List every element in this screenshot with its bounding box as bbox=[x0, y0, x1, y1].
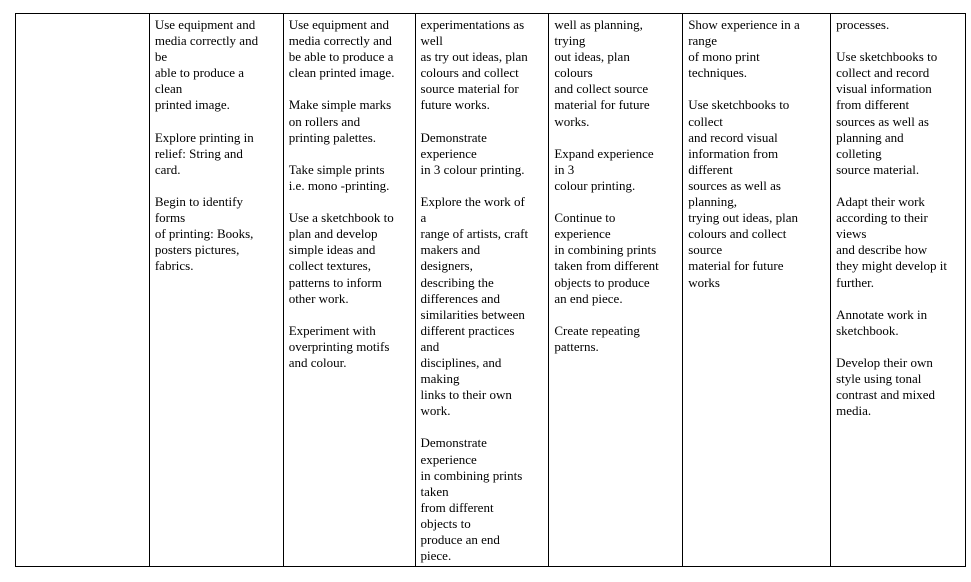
text-line: from different bbox=[420, 499, 494, 515]
text-line: Use a sketchbook to bbox=[288, 210, 394, 226]
text-line: contrast and mixed bbox=[836, 387, 936, 403]
text-line: views bbox=[836, 226, 867, 242]
text-line: patterns. bbox=[554, 338, 599, 354]
text-line: relief: String and bbox=[154, 145, 243, 161]
text-line: printing palettes. bbox=[288, 129, 377, 145]
text-line: Use sketchbooks to bbox=[836, 49, 938, 65]
text-line: overprinting motifs bbox=[288, 338, 390, 354]
text-line: collect and record bbox=[836, 65, 930, 81]
text-line: a bbox=[420, 210, 427, 226]
cell-paragraph bbox=[155, 17, 279, 114]
text-line: from different bbox=[836, 97, 910, 113]
text-line: on rollers and bbox=[288, 113, 361, 129]
text-line: techniques. bbox=[688, 65, 748, 81]
text-line: patterns to inform bbox=[288, 274, 382, 290]
text-line: material for future bbox=[688, 258, 784, 274]
cell-paragraph bbox=[289, 17, 411, 81]
text-line: and bbox=[420, 338, 440, 354]
cell-paragraph bbox=[155, 194, 279, 274]
cell-paragraph bbox=[155, 130, 279, 178]
text-line: in combining prints bbox=[554, 242, 657, 258]
text-line: experience bbox=[420, 451, 477, 467]
text-line: taken from different bbox=[554, 258, 659, 274]
cell-paragraph bbox=[836, 355, 961, 419]
text-line: and colour. bbox=[288, 354, 347, 370]
text-line: produce an end bbox=[420, 532, 500, 547]
table-cell bbox=[683, 14, 831, 567]
text-line: further. bbox=[836, 274, 875, 290]
text-line: in 3 colour printing. bbox=[420, 161, 525, 177]
text-line: be able to produce a bbox=[288, 49, 394, 65]
text-line: planning and bbox=[836, 129, 904, 145]
text-line: trying out ideas, plan bbox=[688, 210, 798, 226]
text-line: different bbox=[688, 161, 733, 177]
text-line: making bbox=[420, 371, 460, 387]
text-line: forms bbox=[154, 210, 186, 226]
text-line: objects to produce bbox=[554, 274, 650, 290]
text-line: colours bbox=[554, 65, 593, 81]
cell-paragraph bbox=[836, 49, 961, 178]
cell-paragraph bbox=[421, 194, 545, 419]
text-line: Take simple prints bbox=[288, 161, 385, 177]
cell-paragraph bbox=[688, 97, 826, 290]
text-line: works bbox=[688, 274, 720, 290]
text-line: according to their bbox=[836, 210, 928, 226]
cell-paragraph bbox=[554, 323, 678, 355]
text-line: of mono print bbox=[688, 49, 760, 65]
text-line: disciplines, and bbox=[420, 354, 502, 370]
text-line: clean bbox=[154, 81, 183, 97]
text-line: colours and collect bbox=[420, 65, 519, 81]
text-line: Demonstrate bbox=[420, 435, 487, 451]
text-line: links to their own bbox=[420, 387, 512, 403]
text-line: Use sketchbooks to bbox=[688, 97, 790, 113]
text-line: describing the bbox=[420, 274, 494, 290]
text-line: printed image. bbox=[154, 97, 230, 113]
text-line: Demonstrate bbox=[420, 129, 487, 145]
text-line: card. bbox=[154, 161, 181, 177]
text-line: colleting bbox=[836, 145, 882, 161]
text-line: information from bbox=[688, 145, 779, 161]
text-line: collect bbox=[688, 113, 723, 129]
text-line: work. bbox=[420, 403, 451, 419]
text-line: i.e. mono -printing. bbox=[288, 177, 390, 193]
text-line: and collect source bbox=[554, 81, 649, 97]
text-line: Create repeating bbox=[554, 322, 640, 338]
text-line: sources as well as bbox=[836, 113, 929, 129]
cell-paragraph bbox=[421, 130, 545, 178]
text-line: and describe how bbox=[836, 242, 928, 258]
text-line: Explore printing in bbox=[154, 129, 254, 145]
text-line: media correctly and bbox=[288, 33, 392, 49]
text-line: Use equipment and bbox=[288, 17, 390, 32]
text-line: experience bbox=[554, 226, 611, 242]
text-line: media correctly and bbox=[154, 33, 259, 49]
text-line: Expand experience bbox=[554, 145, 654, 161]
text-line: an end piece. bbox=[554, 290, 623, 306]
cell-paragraph bbox=[289, 97, 411, 145]
table-cell bbox=[831, 14, 966, 567]
text-line: trying bbox=[554, 33, 586, 49]
text-line: Annotate work in bbox=[836, 306, 928, 322]
text-line: simple ideas and bbox=[288, 242, 376, 258]
text-line: fabrics. bbox=[154, 258, 194, 274]
text-line: range of artists, craft bbox=[420, 226, 529, 242]
cell-paragraph bbox=[289, 323, 411, 371]
text-line: plan and develop bbox=[288, 226, 378, 242]
text-line: able to produce a bbox=[154, 65, 244, 81]
text-line: sketchbook. bbox=[836, 322, 899, 338]
cell-paragraph bbox=[421, 17, 545, 114]
curriculum-table bbox=[15, 13, 966, 567]
text-line: colours and collect bbox=[688, 226, 787, 242]
cell-paragraph bbox=[554, 146, 678, 194]
text-line: other work. bbox=[288, 290, 349, 306]
text-line: experimentations as bbox=[420, 17, 525, 32]
text-line: experience bbox=[420, 145, 477, 161]
cell-paragraph bbox=[554, 210, 678, 307]
cell-paragraph bbox=[836, 17, 961, 33]
text-line: Develop their own bbox=[836, 354, 933, 370]
cell-paragraph bbox=[289, 210, 411, 307]
text-line: material for future bbox=[554, 97, 650, 113]
text-line: media. bbox=[836, 403, 872, 419]
text-line: Continue to bbox=[554, 210, 616, 226]
text-line: style using tonal bbox=[836, 371, 922, 387]
text-line: well as planning, bbox=[554, 17, 643, 32]
text-line: visual information bbox=[836, 81, 932, 97]
text-line: processes. bbox=[836, 17, 890, 32]
text-line: piece. bbox=[420, 548, 452, 564]
text-line: Make simple marks bbox=[288, 97, 392, 113]
text-line: similarities between bbox=[420, 306, 525, 322]
text-line: makers and bbox=[420, 242, 481, 258]
cell-paragraph bbox=[421, 435, 545, 564]
text-line: source material. bbox=[836, 161, 920, 177]
text-line: source material for bbox=[420, 81, 519, 97]
text-line: as try out ideas, plan bbox=[420, 49, 528, 65]
table-row bbox=[16, 14, 966, 567]
cell-paragraph bbox=[836, 194, 961, 291]
text-line: taken bbox=[420, 483, 449, 499]
text-line: be bbox=[154, 49, 168, 65]
text-line: of printing: Books, bbox=[154, 226, 254, 242]
text-line: designers, bbox=[420, 258, 473, 274]
text-line: Adapt their work bbox=[836, 194, 925, 210]
text-line: Show experience in a bbox=[688, 17, 800, 32]
text-line: different practices bbox=[420, 322, 515, 338]
text-line: Explore the work of bbox=[420, 194, 525, 210]
text-line: clean printed image. bbox=[288, 65, 395, 81]
text-line: Experiment with bbox=[288, 322, 376, 338]
text-line: source bbox=[688, 242, 723, 258]
table-cell bbox=[549, 14, 683, 567]
text-line: planning, bbox=[688, 194, 737, 210]
cell-paragraph bbox=[836, 307, 961, 339]
text-line: in 3 bbox=[554, 161, 575, 177]
text-line: and record visual bbox=[688, 129, 778, 145]
table-cell bbox=[149, 14, 283, 567]
text-line: sources as well as bbox=[688, 177, 781, 193]
text-line: range bbox=[688, 33, 718, 49]
text-line: Begin to identify bbox=[154, 194, 243, 210]
text-line: future works. bbox=[420, 97, 490, 113]
text-line: differences and bbox=[420, 290, 501, 306]
text-line: well bbox=[420, 33, 443, 49]
text-line: collect textures, bbox=[288, 258, 371, 274]
table-cell bbox=[16, 14, 150, 567]
text-line: posters pictures, bbox=[154, 242, 240, 258]
text-line: works. bbox=[554, 113, 590, 129]
text-line: out ideas, plan bbox=[554, 49, 630, 65]
cell-paragraph bbox=[688, 17, 826, 81]
cell-paragraph bbox=[554, 17, 678, 130]
text-line: Use equipment and bbox=[154, 17, 256, 32]
cell-paragraph bbox=[289, 162, 411, 194]
text-line: in combining prints bbox=[420, 467, 523, 483]
table-cell bbox=[415, 14, 549, 567]
table-cell bbox=[283, 14, 415, 567]
text-line: they might develop it bbox=[836, 258, 947, 274]
text-line: colour printing. bbox=[554, 177, 636, 193]
text-line: objects to bbox=[420, 515, 471, 531]
